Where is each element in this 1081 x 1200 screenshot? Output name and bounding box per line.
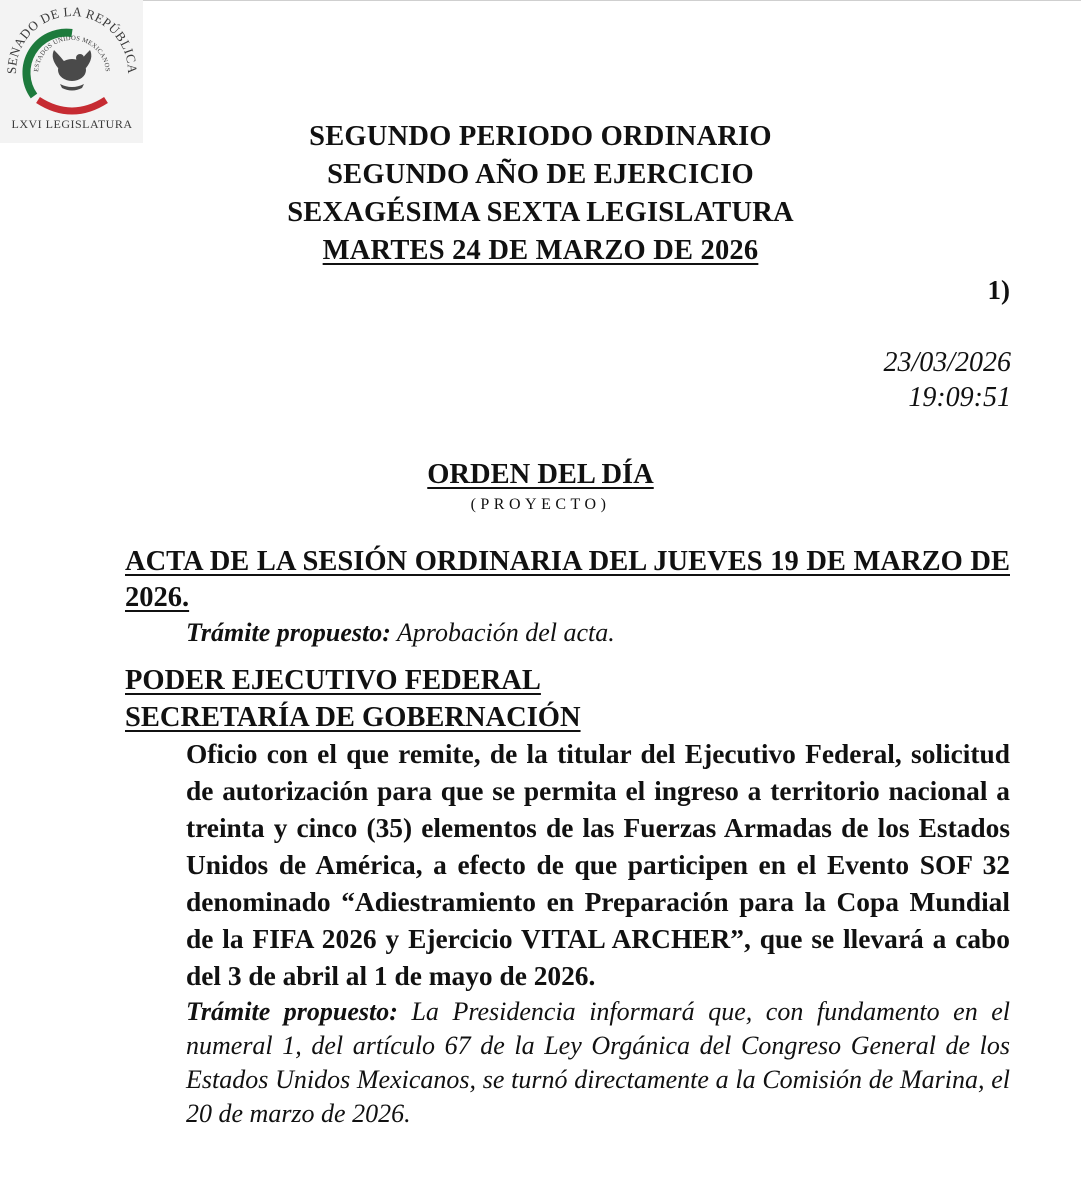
acta-tramite-text: Aprobación del acta. bbox=[396, 618, 615, 647]
orden-title bbox=[0, 457, 1081, 493]
oficio-body: Oficio con el que remite, de la titular del Ejecutivo Federal, solicitud de autorización para que se permita el ingreso a territorio nacional a treinta y cinco (35) elementos de las Fuerzas Armadas de los Estados Unidos de América, a efecto de que participen en el Evento SOF 32 denominado “Adiestramiento en Preparación para la Copa Mundial de la FIFA 2026 y Ejercicio VITAL ARCHER”, que se llevará a cabo del 3 de abril al 1 de mayo de 2026. bbox=[186, 739, 1010, 991]
orden-del-dia bbox=[0, 457, 1081, 515]
timestamp bbox=[883, 345, 1011, 415]
section-heading-secretaria bbox=[125, 699, 1010, 736]
header-line-fecha bbox=[100, 232, 981, 270]
session-date: MARTES 24 DE MARZO DE 2026 bbox=[322, 235, 759, 266]
acta-title-text: ACTA DE LA SESIÓN ORDINARIA DEL JUEVES 19 DE MARZO DE 2026. bbox=[125, 546, 1010, 613]
acta-tramite-label: Trámite propuesto: bbox=[186, 618, 391, 647]
oficio-tramite bbox=[186, 995, 1010, 1131]
item-number: 1) bbox=[987, 275, 1010, 305]
timestamp-date: 23/03/2026 bbox=[883, 347, 1011, 378]
seal-red-swoosh bbox=[38, 100, 106, 111]
timestamp-time: 19:09:51 bbox=[908, 382, 1011, 413]
oficio-tramite-text: La Presidencia informará que, con fundamento en el numeral 1, del artículo 67 de la Ley Orgánica del Congreso General de los Estados Unidos Mexicanos, se turnó directamente a la Comisión de Marina, el 20 de marzo de 2026. bbox=[186, 997, 1010, 1128]
eagle-icon bbox=[53, 50, 92, 91]
document-content bbox=[125, 544, 1010, 1131]
orden-title-text: ORDEN DEL DÍA bbox=[427, 459, 654, 490]
section-heading-poder-text: PODER EJECUTIVO FEDERAL bbox=[125, 665, 541, 696]
acta-tramite bbox=[186, 616, 1010, 650]
header-line-legislatura: SEXAGÉSIMA SEXTA LEGISLATURA bbox=[287, 197, 794, 228]
seal-inner-textpath: ESTADOS UNIDOS MEXICANOS bbox=[33, 34, 111, 73]
seal-top-textpath: SENADO DE LA REPÚBLICA bbox=[3, 3, 141, 75]
header-line-anio: SEGUNDO AÑO DE EJERCICIO bbox=[327, 159, 754, 190]
top-rule bbox=[0, 0, 1081, 1]
section-heading-poder bbox=[125, 662, 1010, 699]
section-heading-secretaria-text: SECRETARÍA DE GOBERNACIÓN bbox=[125, 702, 581, 733]
header-line-periodo: SEGUNDO PERIODO ORDINARIO bbox=[309, 121, 772, 152]
acta-title bbox=[125, 544, 1010, 616]
oficio-tramite-label: Trámite propuesto: bbox=[186, 997, 398, 1026]
seal-bottom-text: LXVI LEGISLATURA bbox=[11, 117, 133, 131]
orden-subtitle: (PROYECTO) bbox=[470, 496, 611, 513]
session-header bbox=[0, 118, 1081, 270]
